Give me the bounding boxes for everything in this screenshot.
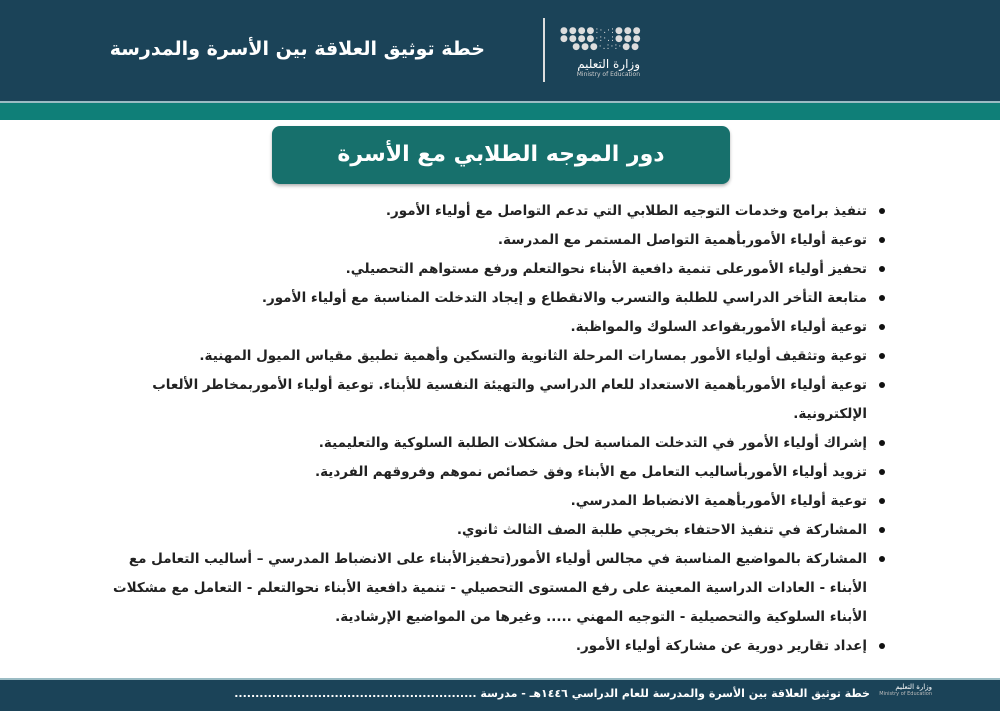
list-item: توعية أولياء الأموربقواعد السلوك والمواظبة. xyxy=(95,313,885,342)
header-divider xyxy=(543,18,545,82)
list-item: المشاركة في تنفيذ الاحتفاء بخريجي طلبة الصف الثالث ثانوي. xyxy=(95,516,885,545)
ministry-logo xyxy=(560,27,640,78)
footer-bar xyxy=(0,678,1000,711)
list-item: المشاركة بالمواضيع المناسبة في مجالس أولياء الأمور(تحفيزالأبناء على الانضباط المدرسي – أساليب التعامل مع الأبناء - العادات الدراسية المعينة على رفع المستوى التحصيلي - تنمية دافعية الأبناء نحوالتعلم - التعامل مع مشكلات الأبناء السلوكية والتحصيلية - التوجيه المهني ..... وغيرها من المواضيع الإرشادية. xyxy=(95,545,885,632)
teal-band xyxy=(0,101,1000,120)
footer-logo-english: Ministry of Education xyxy=(879,691,932,697)
list-item: توعية وتثقيف أولياء الأمور بمسارات المرحلة الثانوية والتسكين وأهمية تطبيق مقياس الميول المهنية. xyxy=(95,342,885,371)
header-title: خطة توثيق العلاقة بين الأسرة والمدرسة xyxy=(109,38,485,60)
footer-logo xyxy=(879,683,932,697)
list-item: متابعة التأخر الدراسي للطلبة والتسرب والانقطاع و إيجاد التدخلت المناسبة مع أولياء الأمور. xyxy=(95,284,885,313)
list-item: تنفيذ برامج وخدمات التوجيه الطلابي التي تدعم التواصل مع أولياء الأمور. xyxy=(95,197,885,226)
list-item: إعداد تقارير دورية عن مشاركة أولياء الأمور. xyxy=(95,632,885,661)
header-bar xyxy=(0,0,1000,101)
logo-english: Ministry of Education xyxy=(576,71,640,78)
list-item: تزويد أولياء الأموربأساليب التعامل مع الأبناء وفق خصائص نموهم وفروقهم الفردية. xyxy=(95,458,885,487)
role-list xyxy=(95,197,885,661)
list-item: إشراك أولياء الأمور في التدخلت المناسبة لحل مشكلات الطلبة السلوكية والتعليمية. xyxy=(95,429,885,458)
footer-logo-arabic: وزارة التعليم xyxy=(895,683,932,691)
list-item: توعية أولياء الأموربأهمية الانضباط المدرسي. xyxy=(95,487,885,516)
list-item: تحفيز أولياء الأمورعلى تنمية دافعية الأبناء نحوالتعلم ورفع مستواهم التحصيلي. xyxy=(95,255,885,284)
logo-dots-icon: ●●●●:·.·:●●● ●●●●·:·.:●●● ●●●·.:·:·●● xyxy=(560,26,642,52)
section-title: دور الموجه الطلابي مع الأسرة xyxy=(272,126,730,184)
list-item: توعية أولياء الأموربأهمية التواصل المستمر مع المدرسة. xyxy=(95,226,885,255)
list-item: توعية أولياء الأموربأهمية الاستعداد للعام الدراسي والتهيئة النفسية للأبناء. توعية أولياء الأموربمخاطر الألعاب الإلكترونية. xyxy=(95,371,885,429)
logo-arabic: وزارة التعليم xyxy=(577,57,640,71)
footer-text: خطة توثيق العلاقة بين الأسرة والمدرسة للعام الدراسي ١٤٤٦هـ - مدرسة .......................................................... xyxy=(234,687,870,700)
